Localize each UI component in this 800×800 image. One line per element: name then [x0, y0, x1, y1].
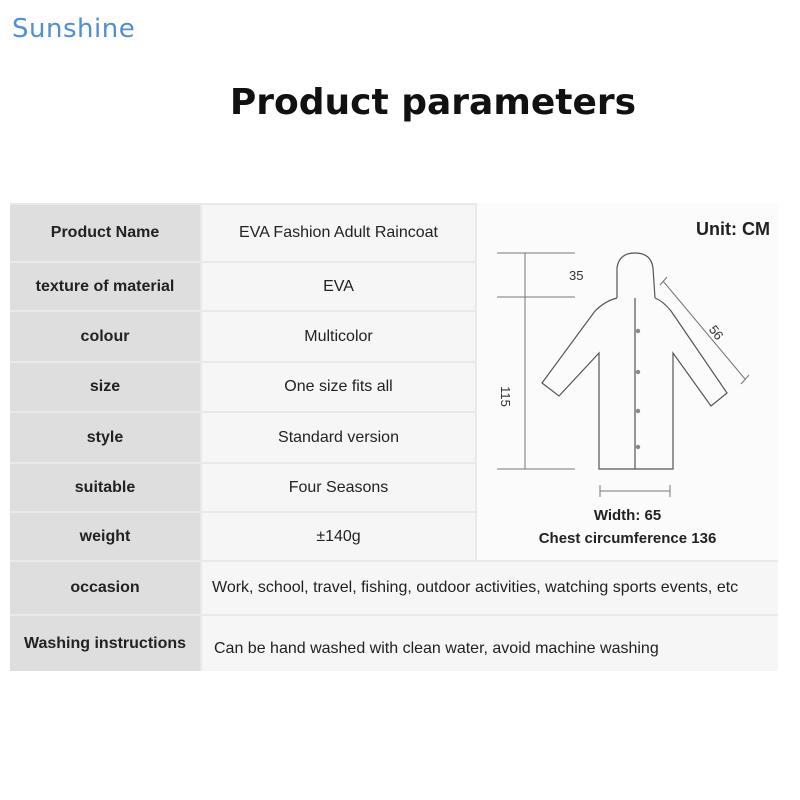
chest-circumference-label: Chest circumference 136 [538, 530, 717, 547]
total-length-label: 115 [497, 386, 513, 407]
sleeve-length-label: 56 [705, 322, 727, 343]
hood-height-label: 35 [569, 268, 584, 283]
brand-logo-text: Sunshine [12, 14, 136, 44]
row-label-material: texture of material [10, 263, 200, 310]
row-label-style: style [10, 413, 200, 462]
page-title: Product parameters [229, 82, 637, 123]
row-label-suitable: suitable [10, 464, 200, 511]
row-label-washing: Washing instructions [10, 616, 200, 671]
unit-label: Unit: CM [696, 219, 770, 239]
row-value-weight: ±140g [202, 513, 475, 560]
row-label-occasion: occasion [10, 562, 200, 614]
row-label-size: size [10, 363, 200, 411]
row-label-product-name: Product Name [10, 205, 200, 261]
row-value-product-name: EVA Fashion Adult Raincoat [202, 205, 475, 261]
row-value-style: Standard version [202, 413, 475, 462]
row-value-colour: Multicolor [202, 312, 475, 361]
row-value-size: One size fits all [202, 363, 475, 411]
size-diagram [477, 203, 778, 560]
width-label: Width: 65 [593, 507, 662, 524]
row-value-washing: Can be hand washed with clean water, avoid machine washing [202, 616, 778, 671]
row-label-colour: colour [10, 312, 200, 361]
row-label-weight: weight [10, 513, 200, 560]
row-value-occasion: Work, school, travel, fishing, outdoor activities, watching sports events, etc [202, 562, 778, 614]
row-value-material: EVA [202, 263, 475, 310]
row-value-suitable: Four Seasons [202, 464, 475, 511]
